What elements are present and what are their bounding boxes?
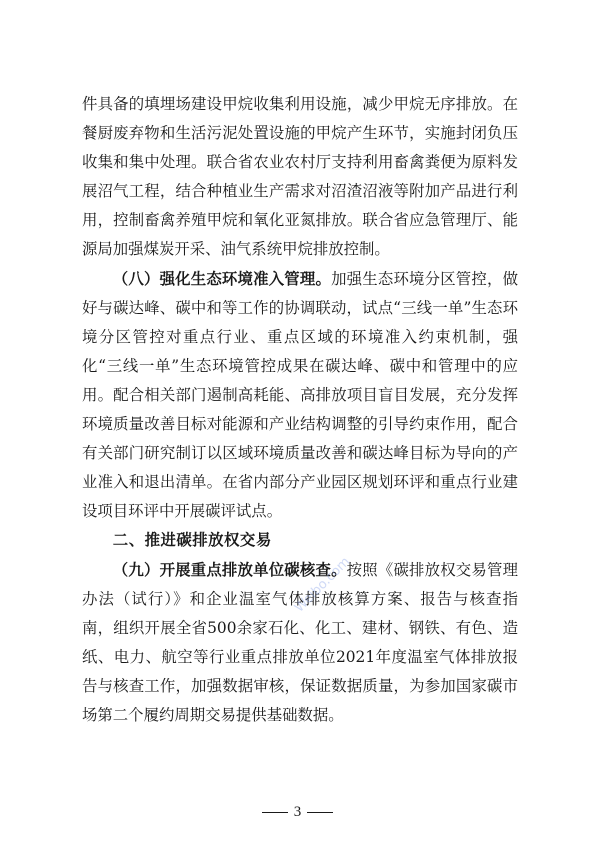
paragraph-methane-control: 件具备的填埋场建设甲烷收集利用设施，减少甲烷无序排放。在餐厨废弃物和生活污泥处置设施的甲烷产生环节，实施封闭负压收集和集中处理。联合省农业农村厅支持利用畜禽粪便为原料发展沼气工程，结合种植业生产需求对沼渣沼液等附加产品进行利用，控制畜禽养殖甲烷和氧化亚氮排放。联合省应急管理厅、能源局加强煤炭开采、油气系统甲烷排放控制。 (82, 95, 518, 259)
page-number: 3 (293, 804, 302, 820)
footer-dash-right (307, 812, 333, 813)
paragraph-body-nine: 按照《碳排放权交易管理办法（试行）》和企业温室气体排放核算方案、报告与核查指南，组织开展全省500余家石化、化工、建材、钢铁、有色、造纸、电力、航空等行业重点排放单位2021年度温室气体排放报告与核查工作，加强数据审核，保证数据质量，为参加国家碳市场第二个履约周期交易提供基础数据。 (82, 560, 518, 724)
document-body (82, 90, 518, 730)
footer-dash-left (262, 812, 288, 813)
page-footer (0, 802, 595, 822)
paragraph-environmental-access (82, 265, 518, 527)
paragraph-lead-nine: （九）开展重点排放单位碳核查。 (112, 560, 347, 579)
section-heading-carbon-trading: 二、推进碳排放权交易 (112, 531, 272, 550)
paragraph-body-eight: 加强生态环境分区管控，做好与碳达峰、碳中和等工作的协调联动，试点“三线一单”生态环境分区管控对重点行业、重点区域的环境准入约束机制，强化“三线一单”生态环境管控成果在碳达峰、碳中和管理中的应用。配合相关部门遏制高耗能、高排放项目盲目发展，充分发挥环境质量改善目标对能源和产业结构调整的引导约束作用，配合有关部门研究制订以区域环境质量改善和碳达峰目标为导向的产业准入和退出清单。在省内部分产业园区规划环评和重点行业建设项目环评中开展碳评试点。 (82, 269, 518, 521)
paragraph-lead-eight: （八）强化生态环境准入管理。 (112, 269, 332, 288)
watermark: Weibo.com (292, 554, 354, 616)
paragraph-carbon-verification (82, 556, 518, 731)
